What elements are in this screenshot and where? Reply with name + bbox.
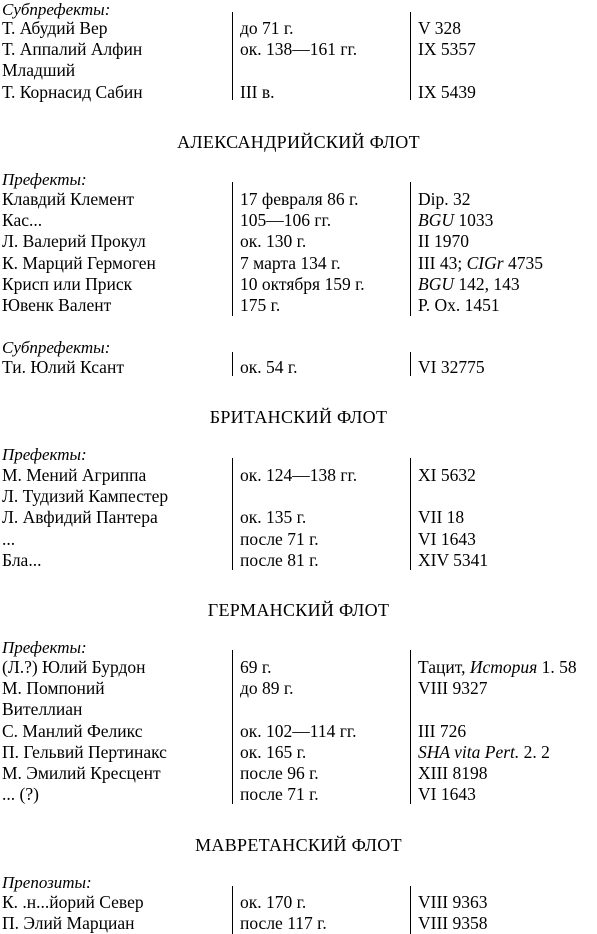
source-reference: IX 5439 [418,81,476,102]
section-label-text: Субпрефекты [2,0,105,19]
source-reference-italic: История [469,657,538,677]
date-cell: 105—106 гг. [240,210,332,231]
person-name: Ти. Юлий Ксант [2,357,124,377]
section-heading: ГЕРМАНСКИЙ ФЛОТ [207,600,390,620]
source-reference: SHA vita Pert. 2. 2 [418,741,550,762]
table-row [0,465,597,486]
source-reference: IX 5357 [418,39,476,60]
column-divider [232,12,233,100]
column-divider [232,352,233,376]
table-row [0,295,597,316]
source-reference: VIII 9363 [418,892,488,912]
person-name: Т. Аппалий Алфин [2,39,143,60]
section-heading: МАВРЕТАНСКИЙ ФЛОТ [195,835,402,855]
date-cell: после 117 г. [240,913,327,934]
section-label-text: Префекты [2,638,82,657]
table-row [0,529,597,550]
column-divider [410,886,411,934]
table-row [0,231,597,252]
date-cell: ок. 165 г. [240,741,307,762]
source-reference: BGU 1033 [418,210,494,231]
person-name: М. Эмилий Кресцент [2,763,161,783]
table-row [0,742,597,763]
person-name: Л. Тудизий Кампестер [2,486,169,507]
table-row [0,39,597,60]
source-reference: VI 1643 [418,528,476,549]
table-row [0,486,597,507]
person-name: ... (?) [2,784,39,805]
person-name: К. .н...йорий Север [2,892,144,912]
person-name: Кас... [2,210,43,231]
date-cell: ок. 124—138 гг. [240,465,358,485]
person-name: Клавдий Клемент [2,189,135,209]
source-reference: VI 1643 [418,784,476,805]
date-cell: ок. 130 г. [240,231,307,252]
column-divider [410,352,411,376]
source-reference: III 726 [418,720,467,741]
date-cell: 175 г. [240,295,281,315]
section-label: Препозиты: [2,873,92,892]
date-cell: ок. 138—161 гг. [240,39,358,60]
column-divider [410,182,411,316]
person-name: Т. Абудий Вер [2,18,108,38]
person-name: Младший [2,60,76,81]
source-reference-italic: CIGr [466,252,504,273]
person-name: М. Помпоний [2,678,105,699]
date-cell: 17 февраля 86 г. [240,189,359,209]
table-row [0,274,597,295]
source-reference: III 43; CIGr 4735 [418,252,543,273]
section-heading: АЛЕКСАНДРИЙСКИЙ ФЛОТ [177,132,420,152]
source-reference-italic: SHA vita Pert. [418,741,520,762]
section-label: Префекты: [2,445,87,464]
source-reference: XIII 8198 [418,763,488,783]
date-cell: после 81 г. [240,549,319,570]
date-cell: 69 г. [240,657,272,677]
table-row [0,699,597,720]
person-name: Т. Корнасид Сабин [2,81,143,102]
table-row [0,189,597,210]
section-label-text: Препозиты [2,873,87,892]
source-reference: Dip. 32 [418,189,471,209]
source-reference: BGU 142, 143 [418,273,520,294]
table-row [0,784,597,805]
column-divider [410,458,411,570]
section-label: Субпрефекты: [2,0,111,19]
section-label-text: Префекты [2,445,82,464]
source-reference: VIII 9327 [418,678,488,699]
source-reference: II 1970 [418,231,470,252]
source-reference: V 328 [418,18,461,38]
column-divider [232,886,233,934]
person-name: Крисп или Приск [2,273,133,294]
table-row [0,210,597,231]
date-cell: ок. 170 г. [240,892,307,912]
date-cell: до 71 г. [240,18,294,38]
column-divider [232,182,233,316]
table-row [0,892,597,913]
source-reference: VI 32775 [418,357,485,377]
person-name: М. Мений Агриппа [2,465,147,485]
table-row [0,60,597,81]
source-reference: XIV 5341 [418,549,489,570]
person-name: Бла... [2,549,42,570]
date-cell: после 96 г. [240,763,319,783]
person-name: ... [2,528,16,549]
section-label: Субпрефекты: [2,338,111,357]
source-reference-italic: BGU [418,210,454,231]
date-cell: 10 октября 159 г. [240,273,365,294]
person-name: Ювенк Валент [2,295,112,315]
source-reference: P. Ox. 1451 [418,295,500,315]
table-row [0,763,597,784]
person-name: Л. Авфидий Пантера [2,507,158,528]
date-cell: до 89 г. [240,678,294,699]
person-name: С. Манлий Феликс [2,720,143,741]
table-row [0,18,597,39]
source-reference: XI 5632 [418,465,476,485]
table-row [0,678,597,699]
source-reference: VIII 9358 [418,913,488,934]
date-cell: после 71 г. [240,528,319,549]
date-cell: III в. [240,81,275,102]
section-label-text: Префекты [2,170,82,189]
section-label: Префекты: [2,638,87,657]
source-reference: Тацит, История 1. 58 [418,657,577,677]
table-row [0,913,597,934]
section-label: Префекты: [2,170,87,189]
table-row [0,657,597,678]
source-reference: VII 18 [418,507,465,528]
date-cell: ок. 102—114 гг. [240,720,357,741]
date-cell: после 71 г. [240,784,319,805]
table-row [0,507,597,528]
table-row [0,550,597,571]
person-name: К. Марций Гермоген [2,252,156,273]
section-label-text: Субпрефекты [2,338,105,357]
column-divider [232,650,233,804]
section-heading: БРИТАНСКИЙ ФЛОТ [209,407,388,427]
person-name: Вителлиан [2,699,83,720]
source-reference-italic: BGU [418,273,454,294]
person-name: П. Гельвий Пертинакс [2,741,167,762]
date-cell: ок. 135 г. [240,507,307,528]
table-row [0,357,597,378]
person-name: Л. Валерий Прокул [2,231,146,252]
column-divider [232,458,233,570]
column-divider [410,650,411,804]
date-cell: ок. 54 г. [240,357,298,377]
date-cell: 7 марта 134 г. [240,252,341,273]
table-row [0,253,597,274]
table-row [0,82,597,103]
person-name: (Л.?) Юлий Бурдон [2,657,146,677]
table-row [0,721,597,742]
column-divider [410,12,411,100]
person-name: П. Элий Марциан [2,913,135,934]
